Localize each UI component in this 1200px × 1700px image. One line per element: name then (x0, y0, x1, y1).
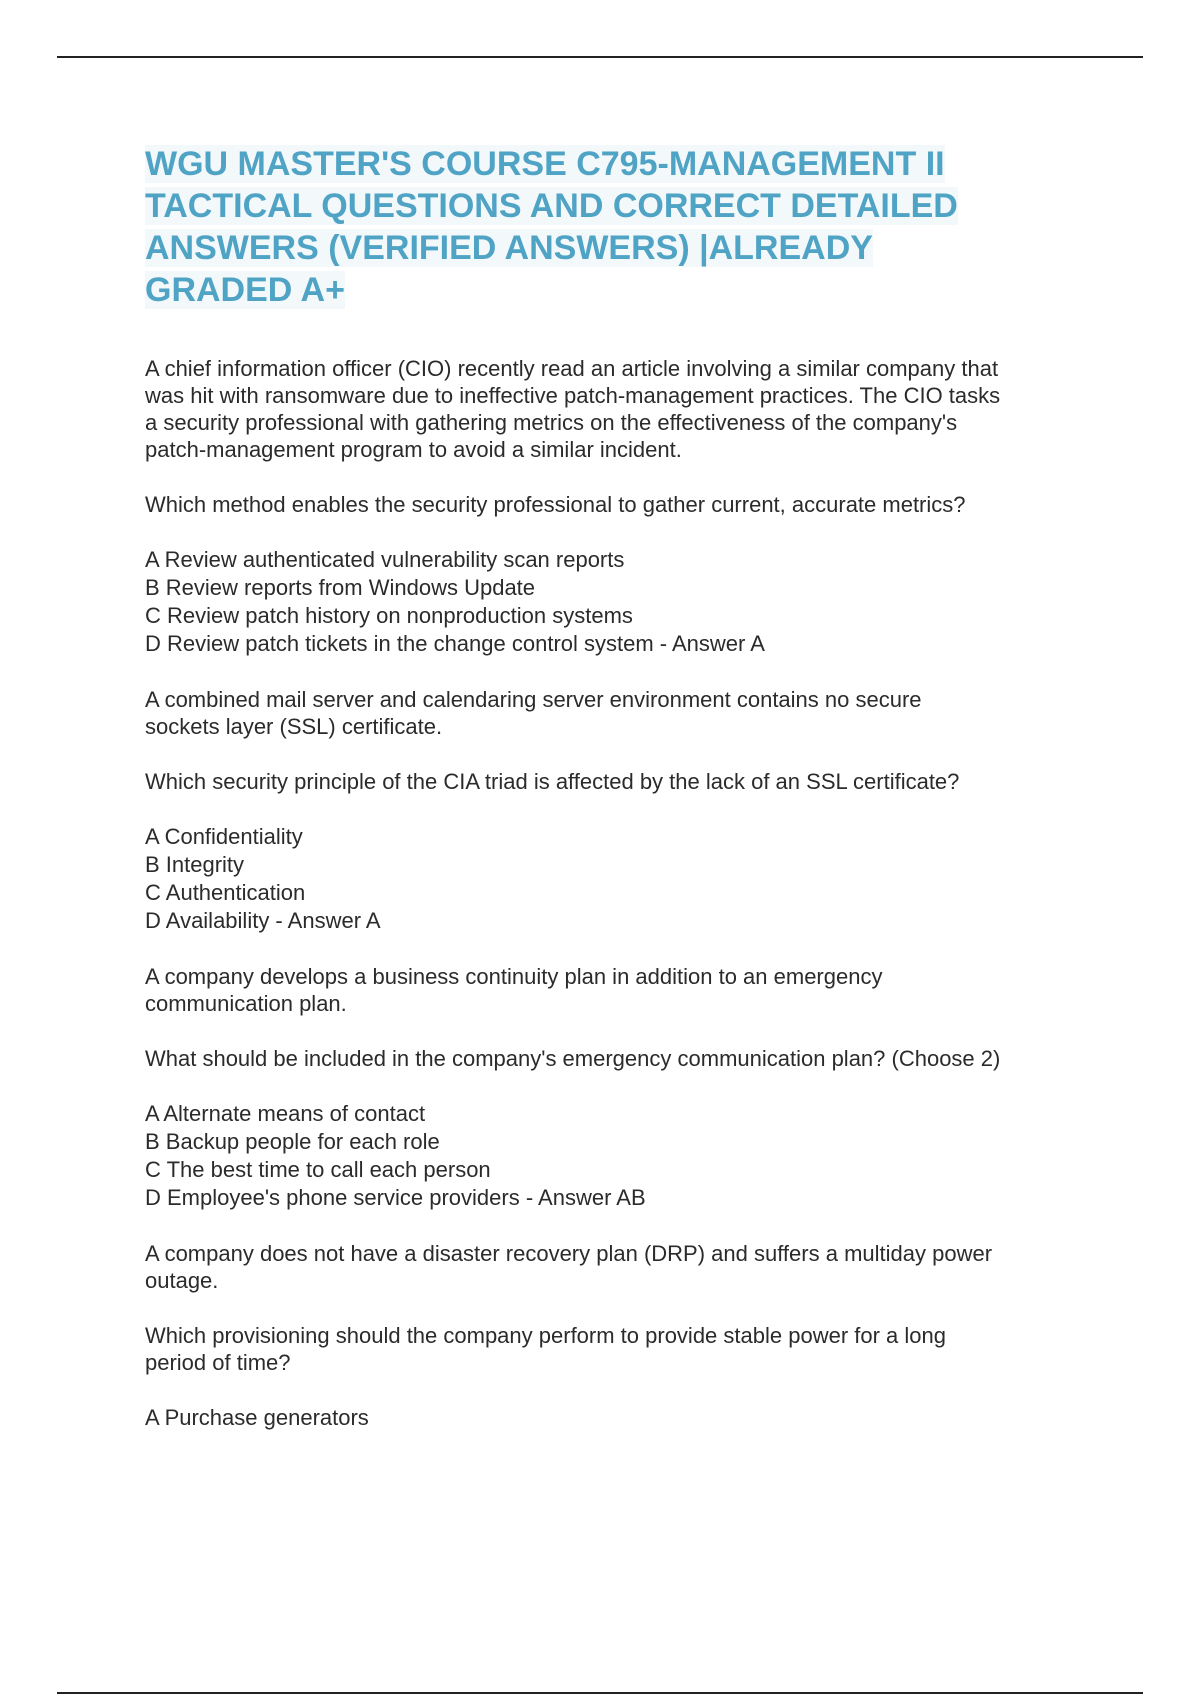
question-stem (145, 686, 1095, 740)
answer-option: A Alternate means of contact (145, 1101, 426, 1126)
prompt-line: period of time? (145, 1350, 291, 1375)
answer-options (145, 546, 1095, 658)
answer-option: C Authentication (145, 880, 306, 905)
stem-line: A combined mail server and calendaring server environment contains no secure (145, 687, 922, 712)
document-body (145, 143, 1095, 1432)
answer-options (145, 1404, 1095, 1432)
question-stem (145, 355, 1095, 463)
question-item (145, 963, 1095, 1212)
prompt-line: What should be included in the company's emergency communication plan? (Choose 2) (145, 1046, 1001, 1071)
answer-option: D Review patch tickets in the change control system - Answer A (145, 631, 765, 656)
title-line: ANSWERS (VERIFIED ANSWERS) |ALREADY (145, 229, 873, 267)
question-list (145, 355, 1095, 1432)
answer-option: A Purchase generators (145, 1405, 369, 1430)
question-prompt (145, 1045, 1095, 1072)
document-title (145, 143, 1095, 311)
prompt-line: Which provisioning should the company perform to provide stable power for a long (145, 1323, 946, 1348)
title-line: GRADED A+ (145, 271, 345, 309)
answer-options (145, 823, 1095, 935)
stem-line: a security professional with gathering metrics on the effectiveness of the company's (145, 410, 958, 435)
answer-option: B Backup people for each role (145, 1129, 440, 1154)
title-line: TACTICAL QUESTIONS AND CORRECT DETAILED (145, 187, 958, 225)
question-item (145, 1240, 1095, 1432)
stem-line: sockets layer (SSL) certificate. (145, 714, 443, 739)
answer-option: B Integrity (145, 852, 245, 877)
stem-line: was hit with ransomware due to ineffective patch-management practices. The CIO tasks (145, 383, 1001, 408)
answer-option: B Review reports from Windows Update (145, 575, 536, 600)
prompt-line: Which method enables the security professional to gather current, accurate metrics? (145, 492, 966, 517)
stem-line: patch-management program to avoid a similar incident. (145, 437, 682, 462)
stem-line: A company does not have a disaster recovery plan (DRP) and suffers a multiday power (145, 1241, 993, 1266)
answer-option: C The best time to call each person (145, 1157, 491, 1182)
question-prompt (145, 1322, 1095, 1376)
question-prompt (145, 491, 1095, 518)
title-line: WGU MASTER'S COURSE C795-MANAGEMENT II (145, 145, 945, 183)
question-prompt (145, 768, 1095, 795)
stem-line: A chief information officer (CIO) recently read an article involving a similar company that (145, 356, 999, 381)
answer-option: D Employee's phone service providers - Answer AB (145, 1185, 646, 1210)
stem-line: outage. (145, 1268, 219, 1293)
answer-options (145, 1100, 1095, 1212)
question-stem (145, 963, 1095, 1017)
answer-option: A Confidentiality (145, 824, 303, 849)
question-stem (145, 1240, 1095, 1294)
question-item (145, 355, 1095, 658)
stem-line: A company develops a business continuity plan in addition to an emergency (145, 964, 883, 989)
question-item (145, 686, 1095, 935)
answer-option: D Availability - Answer A (145, 908, 381, 933)
top-divider (57, 56, 1143, 58)
prompt-line: Which security principle of the CIA triad is affected by the lack of an SSL certificate? (145, 769, 960, 794)
bottom-divider (57, 1692, 1143, 1694)
stem-line: communication plan. (145, 991, 347, 1016)
answer-option: C Review patch history on nonproduction systems (145, 603, 633, 628)
answer-option: A Review authenticated vulnerability scan reports (145, 547, 625, 572)
